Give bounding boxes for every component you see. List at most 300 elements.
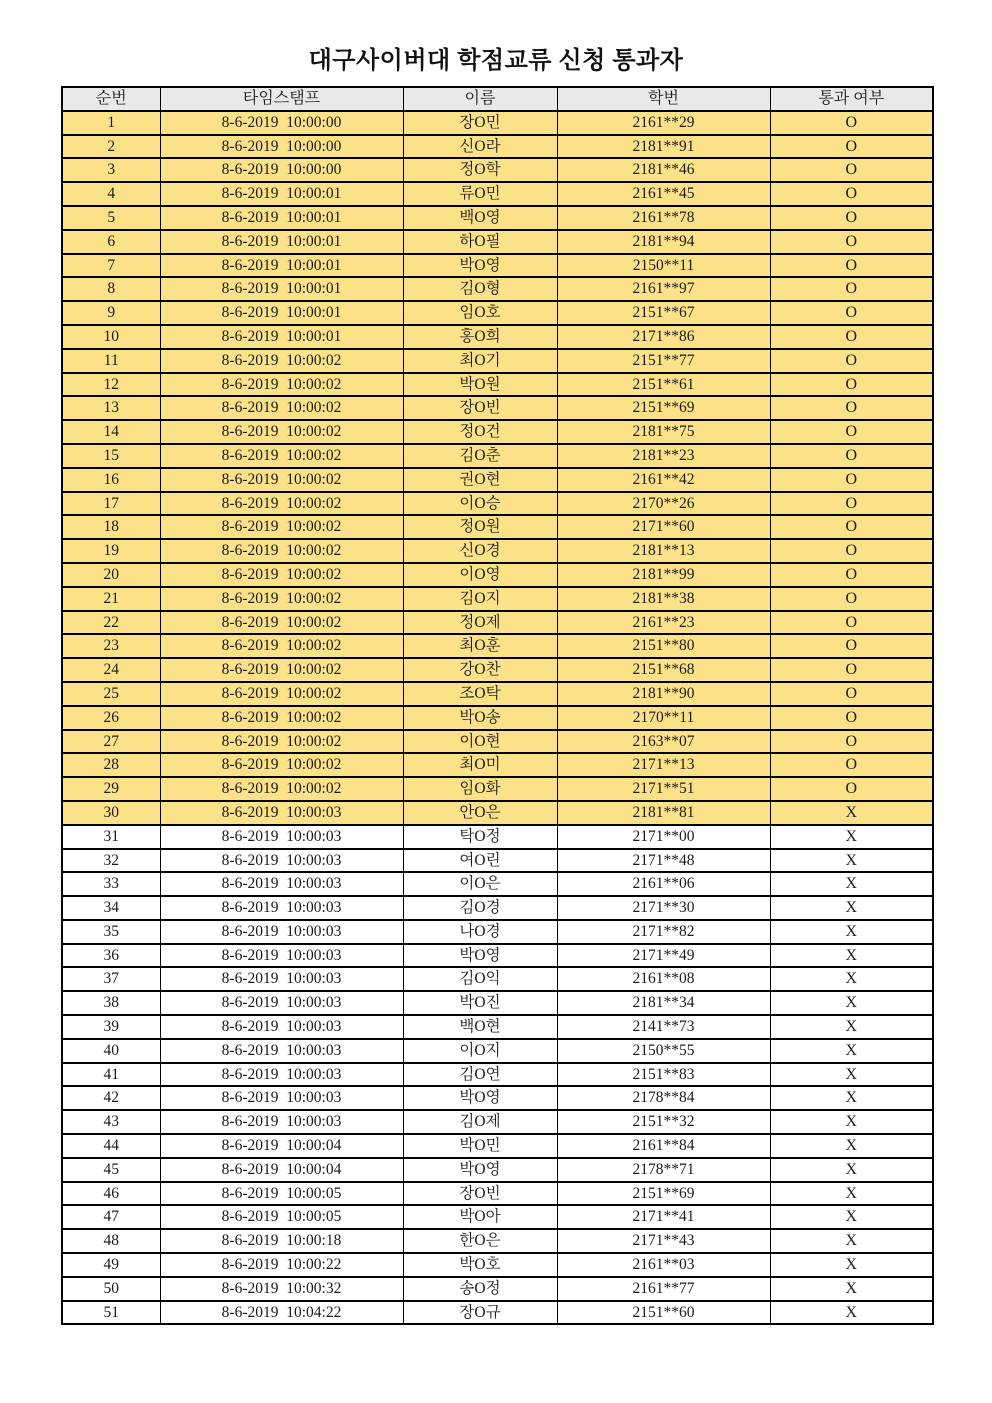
student-id-cell: 2161**03 [557,1253,770,1277]
name-cell: 김O형 [403,277,557,301]
timestamp-cell: 8-6-2019 10:00:01 [160,182,403,206]
table-row [62,277,933,301]
row-number-cell: 3 [62,158,160,182]
row-number-cell: 43 [62,1110,160,1134]
student-id-cell: 2150**11 [557,254,770,278]
pass-status-cell: O [770,135,933,159]
table-row [62,753,933,777]
pass-status-cell: O [770,563,933,587]
table-row [62,1182,933,1206]
timestamp-cell: 8-6-2019 10:00:01 [160,206,403,230]
timestamp-cell: 8-6-2019 10:00:03 [160,825,403,849]
pass-status-cell: O [770,230,933,254]
timestamp-cell: 8-6-2019 10:00:02 [160,611,403,635]
row-number-cell: 37 [62,967,160,991]
name-cell: 박O민 [403,1134,557,1158]
table-row [62,563,933,587]
row-number-cell: 34 [62,896,160,920]
table-row [62,373,933,397]
timestamp-cell: 8-6-2019 10:00:03 [160,991,403,1015]
student-id-cell: 2181**38 [557,587,770,611]
row-number-cell: 35 [62,920,160,944]
name-cell: 박O영 [403,1086,557,1110]
table-row [62,872,933,896]
table-row [62,444,933,468]
student-id-cell: 2161**06 [557,872,770,896]
table-row [62,301,933,325]
timestamp-cell: 8-6-2019 10:00:03 [160,849,403,873]
student-id-cell: 2161**97 [557,277,770,301]
timestamp-cell: 8-6-2019 10:00:02 [160,658,403,682]
student-id-cell: 2161**45 [557,182,770,206]
student-id-cell: 2170**26 [557,492,770,516]
student-id-cell: 2178**71 [557,1158,770,1182]
student-id-cell: 2171**48 [557,849,770,873]
row-number-cell: 31 [62,825,160,849]
pass-status-cell: O [770,254,933,278]
student-id-cell: 2181**23 [557,444,770,468]
row-number-cell: 40 [62,1039,160,1063]
pass-status-cell: X [770,967,933,991]
student-id-cell: 2171**13 [557,753,770,777]
table-row [62,991,933,1015]
table-row [62,1086,933,1110]
name-cell: 송O정 [403,1277,557,1301]
timestamp-cell: 8-6-2019 10:00:03 [160,872,403,896]
pass-status-cell: X [770,801,933,825]
timestamp-cell: 8-6-2019 10:00:02 [160,396,403,420]
timestamp-cell: 8-6-2019 10:00:02 [160,563,403,587]
row-number-cell: 2 [62,135,160,159]
timestamp-cell: 8-6-2019 10:00:02 [160,349,403,373]
page-title: 대구사이버대 학점교류 신청 통과자 [308,48,684,74]
table-header-row [62,87,933,111]
pass-status-cell: O [770,158,933,182]
pass-status-cell: X [770,1205,933,1229]
name-cell: 박O아 [403,1205,557,1229]
table-row [62,1205,933,1229]
table-row [62,849,933,873]
pass-status-cell: O [770,373,933,397]
pass-status-cell: O [770,634,933,658]
name-cell: 이O승 [403,492,557,516]
name-cell: 이O영 [403,563,557,587]
timestamp-cell: 8-6-2019 10:00:03 [160,1063,403,1087]
row-number-cell: 19 [62,539,160,563]
table-row [62,254,933,278]
row-number-cell: 23 [62,634,160,658]
table-row [62,1229,933,1253]
row-number-cell: 28 [62,753,160,777]
student-id-cell: 2181**46 [557,158,770,182]
row-number-cell: 27 [62,730,160,754]
row-number-cell: 7 [62,254,160,278]
row-number-cell: 9 [62,301,160,325]
student-id-cell: 2150**55 [557,1039,770,1063]
student-id-cell: 2171**00 [557,825,770,849]
timestamp-cell: 8-6-2019 10:00:03 [160,944,403,968]
pass-status-cell: O [770,730,933,754]
name-cell: 최O훈 [403,634,557,658]
student-id-cell: 2181**94 [557,230,770,254]
timestamp-cell: 8-6-2019 10:00:22 [160,1253,403,1277]
row-number-cell: 14 [62,420,160,444]
student-id-cell: 2171**30 [557,896,770,920]
timestamp-cell: 8-6-2019 10:00:04 [160,1134,403,1158]
pass-status-cell: O [770,396,933,420]
name-cell: 김O지 [403,587,557,611]
name-cell: 이O현 [403,730,557,754]
pass-status-cell: X [770,1039,933,1063]
timestamp-cell: 8-6-2019 10:00:00 [160,158,403,182]
header-timestamp: 타임스탬프 [160,87,403,111]
timestamp-cell: 8-6-2019 10:00:03 [160,1015,403,1039]
name-cell: 신O라 [403,135,557,159]
pass-status-cell: O [770,277,933,301]
timestamp-cell: 8-6-2019 10:00:02 [160,730,403,754]
name-cell: 김O익 [403,967,557,991]
table-row [62,1110,933,1134]
student-id-cell: 2151**83 [557,1063,770,1087]
table-row [62,944,933,968]
name-cell: 권O현 [403,468,557,492]
timestamp-cell: 8-6-2019 10:00:01 [160,277,403,301]
name-cell: 박O영 [403,1158,557,1182]
student-id-cell: 2161**08 [557,967,770,991]
student-id-cell: 2141**73 [557,1015,770,1039]
pass-status-cell: X [770,896,933,920]
row-number-cell: 44 [62,1134,160,1158]
table-row [62,158,933,182]
name-cell: 장O민 [403,111,557,135]
row-number-cell: 36 [62,944,160,968]
pass-status-cell: X [770,1253,933,1277]
row-number-cell: 5 [62,206,160,230]
name-cell: 정O학 [403,158,557,182]
table-row [62,730,933,754]
timestamp-cell: 8-6-2019 10:00:00 [160,135,403,159]
student-id-cell: 2171**41 [557,1205,770,1229]
pass-status-cell: O [770,611,933,635]
table-row [62,611,933,635]
pass-status-cell: X [770,920,933,944]
name-cell: 백O현 [403,1015,557,1039]
row-number-cell: 42 [62,1086,160,1110]
table-row [62,920,933,944]
pass-status-cell: O [770,706,933,730]
pass-roster-table [61,86,934,1325]
table-row [62,1039,933,1063]
timestamp-cell: 8-6-2019 10:00:02 [160,634,403,658]
student-id-cell: 2171**51 [557,777,770,801]
student-id-cell: 2151**68 [557,658,770,682]
student-id-cell: 2151**80 [557,634,770,658]
table-row [62,182,933,206]
student-id-cell: 2161**84 [557,1134,770,1158]
timestamp-cell: 8-6-2019 10:00:02 [160,515,403,539]
pass-status-cell: O [770,753,933,777]
timestamp-cell: 8-6-2019 10:00:02 [160,753,403,777]
row-number-cell: 25 [62,682,160,706]
row-number-cell: 26 [62,706,160,730]
row-number-cell: 1 [62,111,160,135]
student-id-cell: 2161**23 [557,611,770,635]
row-number-cell: 20 [62,563,160,587]
student-id-cell: 2181**91 [557,135,770,159]
timestamp-cell: 8-6-2019 10:00:02 [160,706,403,730]
student-id-cell: 2151**69 [557,1182,770,1206]
row-number-cell: 29 [62,777,160,801]
table-row [62,1015,933,1039]
student-id-cell: 2151**32 [557,1110,770,1134]
student-id-cell: 2181**13 [557,539,770,563]
name-cell: 정O건 [403,420,557,444]
name-cell: 김O춘 [403,444,557,468]
table-row [62,658,933,682]
pass-status-cell: O [770,111,933,135]
student-id-cell: 2181**90 [557,682,770,706]
timestamp-cell: 8-6-2019 10:00:05 [160,1182,403,1206]
student-id-cell: 2151**67 [557,301,770,325]
timestamp-cell: 8-6-2019 10:00:02 [160,587,403,611]
name-cell: 장O빈 [403,1182,557,1206]
pass-status-cell: O [770,420,933,444]
student-id-cell: 2151**77 [557,349,770,373]
pass-status-cell: O [770,777,933,801]
student-id-cell: 2163**07 [557,730,770,754]
name-cell: 이O지 [403,1039,557,1063]
pass-status-cell: O [770,492,933,516]
timestamp-cell: 8-6-2019 10:00:05 [160,1205,403,1229]
table-row [62,206,933,230]
timestamp-cell: 8-6-2019 10:00:03 [160,967,403,991]
student-id-cell: 2151**69 [557,396,770,420]
name-cell: 김O제 [403,1110,557,1134]
student-id-cell: 2171**49 [557,944,770,968]
pass-status-cell: O [770,539,933,563]
table-row [62,967,933,991]
student-id-cell: 2161**77 [557,1277,770,1301]
row-number-cell: 48 [62,1229,160,1253]
table-row [62,325,933,349]
pass-status-cell: X [770,1158,933,1182]
pass-status-cell: X [770,1110,933,1134]
pass-status-cell: X [770,1086,933,1110]
timestamp-cell: 8-6-2019 10:00:02 [160,468,403,492]
student-id-cell: 2171**43 [557,1229,770,1253]
name-cell: 하O필 [403,230,557,254]
row-number-cell: 12 [62,373,160,397]
pass-status-cell: X [770,991,933,1015]
row-number-cell: 39 [62,1015,160,1039]
name-cell: 여O린 [403,849,557,873]
name-cell: 장O빈 [403,396,557,420]
student-id-cell: 2171**82 [557,920,770,944]
timestamp-cell: 8-6-2019 10:00:02 [160,492,403,516]
row-number-cell: 47 [62,1205,160,1229]
header-pass-status: 통과 여부 [770,87,933,111]
table-row [62,1158,933,1182]
table-row [62,634,933,658]
timestamp-cell: 8-6-2019 10:00:03 [160,1110,403,1134]
pass-status-cell: O [770,515,933,539]
pass-status-cell: O [770,182,933,206]
timestamp-cell: 8-6-2019 10:00:02 [160,539,403,563]
name-cell: 홍O희 [403,325,557,349]
table-row [62,396,933,420]
timestamp-cell: 8-6-2019 10:00:32 [160,1277,403,1301]
student-id-cell: 2151**61 [557,373,770,397]
row-number-cell: 13 [62,396,160,420]
pass-status-cell: X [770,872,933,896]
pass-status-cell: O [770,206,933,230]
pass-status-cell: O [770,444,933,468]
timestamp-cell: 8-6-2019 10:00:03 [160,1039,403,1063]
header-number: 순번 [62,87,160,111]
timestamp-cell: 8-6-2019 10:00:01 [160,325,403,349]
table-row [62,135,933,159]
row-number-cell: 30 [62,801,160,825]
name-cell: 조O탁 [403,682,557,706]
name-cell: 정O원 [403,515,557,539]
student-id-cell: 2151**60 [557,1301,770,1325]
row-number-cell: 16 [62,468,160,492]
timestamp-cell: 8-6-2019 10:00:04 [160,1158,403,1182]
pass-status-cell: X [770,1301,933,1325]
header-student-id: 학번 [557,87,770,111]
pass-status-cell: O [770,682,933,706]
name-cell: 류O민 [403,182,557,206]
name-cell: 김O연 [403,1063,557,1087]
table-row [62,468,933,492]
row-number-cell: 24 [62,658,160,682]
timestamp-cell: 8-6-2019 10:04:22 [160,1301,403,1325]
name-cell: 박O영 [403,944,557,968]
table-row [62,1301,933,1325]
name-cell: 최O미 [403,753,557,777]
timestamp-cell: 8-6-2019 10:00:00 [160,111,403,135]
row-number-cell: 10 [62,325,160,349]
row-number-cell: 4 [62,182,160,206]
student-id-cell: 2181**75 [557,420,770,444]
row-number-cell: 18 [62,515,160,539]
timestamp-cell: 8-6-2019 10:00:01 [160,301,403,325]
row-number-cell: 33 [62,872,160,896]
pass-status-cell: O [770,468,933,492]
pass-status-cell: X [770,1015,933,1039]
pass-status-cell: O [770,301,933,325]
student-id-cell: 2170**11 [557,706,770,730]
header-name: 이름 [403,87,557,111]
student-id-cell: 2181**34 [557,991,770,1015]
name-cell: 박O원 [403,373,557,397]
student-id-cell: 2171**60 [557,515,770,539]
timestamp-cell: 8-6-2019 10:00:02 [160,373,403,397]
name-cell: 한O은 [403,1229,557,1253]
timestamp-cell: 8-6-2019 10:00:02 [160,682,403,706]
timestamp-cell: 8-6-2019 10:00:01 [160,230,403,254]
pass-status-cell: X [770,1229,933,1253]
row-number-cell: 50 [62,1277,160,1301]
pass-status-cell: X [770,1063,933,1087]
pass-status-cell: O [770,587,933,611]
row-number-cell: 22 [62,611,160,635]
table-row [62,1063,933,1087]
timestamp-cell: 8-6-2019 10:00:03 [160,1086,403,1110]
pass-status-cell: X [770,849,933,873]
name-cell: 김O경 [403,896,557,920]
row-number-cell: 45 [62,1158,160,1182]
student-id-cell: 2161**78 [557,206,770,230]
name-cell: 안O은 [403,801,557,825]
table-row [62,1277,933,1301]
timestamp-cell: 8-6-2019 10:00:18 [160,1229,403,1253]
name-cell: 박O영 [403,254,557,278]
table-row [62,777,933,801]
row-number-cell: 8 [62,277,160,301]
name-cell: 장O규 [403,1301,557,1325]
timestamp-cell: 8-6-2019 10:00:03 [160,920,403,944]
timestamp-cell: 8-6-2019 10:00:02 [160,777,403,801]
name-cell: 최O기 [403,349,557,373]
student-id-cell: 2181**81 [557,801,770,825]
name-cell: 박O호 [403,1253,557,1277]
table-body [62,111,933,1325]
table-row [62,682,933,706]
timestamp-cell: 8-6-2019 10:00:03 [160,801,403,825]
table-row [62,515,933,539]
pass-status-cell: X [770,825,933,849]
student-id-cell: 2181**99 [557,563,770,587]
pass-status-cell: O [770,349,933,373]
table-row [62,111,933,135]
table-row [62,825,933,849]
pass-status-cell: X [770,1182,933,1206]
pass-status-cell: O [770,658,933,682]
table-row [62,587,933,611]
row-number-cell: 46 [62,1182,160,1206]
pass-status-cell: X [770,1277,933,1301]
student-id-cell: 2161**29 [557,111,770,135]
table-row [62,1253,933,1277]
table-row [62,896,933,920]
student-id-cell: 2161**42 [557,468,770,492]
name-cell: 백O영 [403,206,557,230]
table-row [62,706,933,730]
row-number-cell: 38 [62,991,160,1015]
name-cell: 탁O정 [403,825,557,849]
row-number-cell: 21 [62,587,160,611]
timestamp-cell: 8-6-2019 10:00:02 [160,420,403,444]
name-cell: 강O찬 [403,658,557,682]
pass-status-cell: O [770,325,933,349]
row-number-cell: 11 [62,349,160,373]
row-number-cell: 32 [62,849,160,873]
name-cell: 임O호 [403,301,557,325]
student-id-cell: 2178**84 [557,1086,770,1110]
name-cell: 나O경 [403,920,557,944]
row-number-cell: 6 [62,230,160,254]
row-number-cell: 41 [62,1063,160,1087]
pass-status-cell: X [770,944,933,968]
name-cell: 신O경 [403,539,557,563]
table-row [62,230,933,254]
row-number-cell: 17 [62,492,160,516]
table-row [62,801,933,825]
timestamp-cell: 8-6-2019 10:00:03 [160,896,403,920]
table-row [62,420,933,444]
name-cell: 박O진 [403,991,557,1015]
